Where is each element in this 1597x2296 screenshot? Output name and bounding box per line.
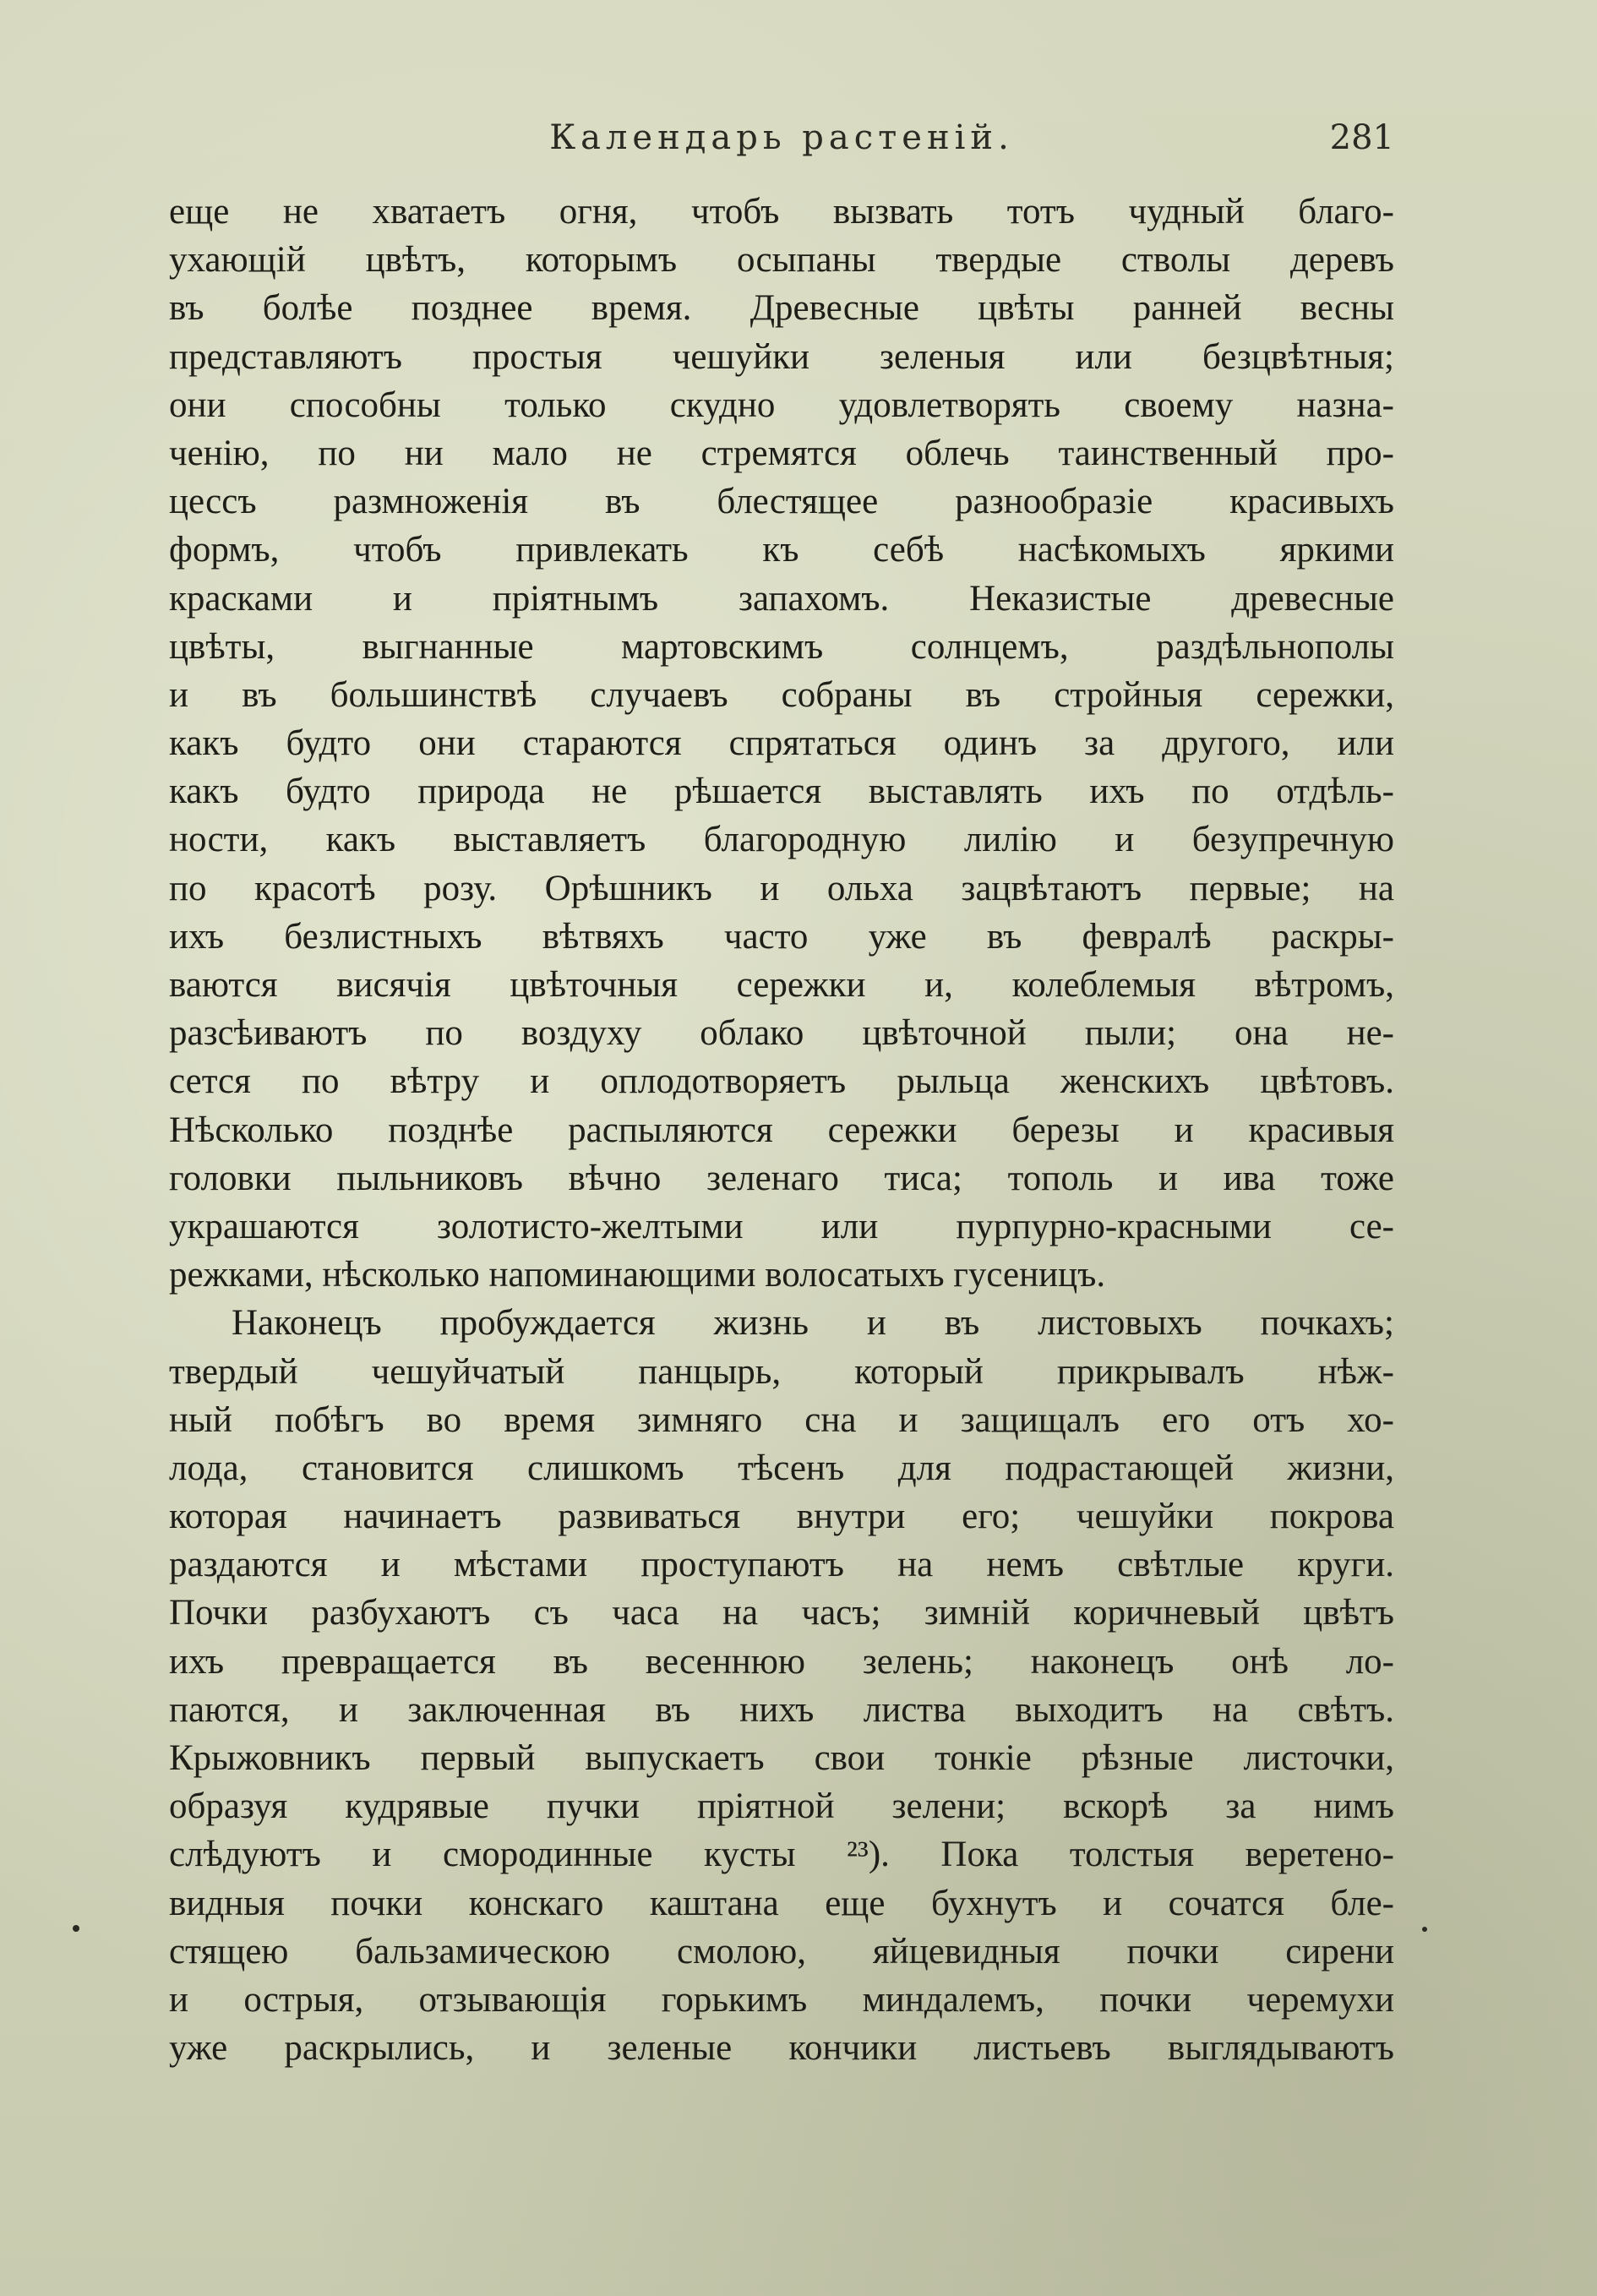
running-title: Календарь растеній.: [549, 118, 1014, 157]
text-line: ный побѣгъ во время зимняго сна и защищалъ его отъ хо-: [169, 1399, 1394, 1440]
page-number: 281: [1329, 118, 1394, 157]
text-line: представляютъ простыя чешуйки зеленыя или безцвѣтныя;: [169, 336, 1394, 377]
text-line: въ болѣе позднее время. Древесные цвѣты ранней весны: [169, 288, 1394, 329]
text-line: твердый чешуйчатый панцырь, который прикрывалъ нѣж-: [169, 1351, 1394, 1392]
text-line: цессъ размноженія въ блестящее разнообразіе красивыхъ: [169, 482, 1394, 522]
text-line: ности, какъ выставляетъ благородную лилію и безупречную: [169, 820, 1394, 860]
text-line: разсѣиваютъ по воздуху облако цвѣточной пыли; она не-: [169, 1013, 1394, 1054]
body-text: [169, 188, 1394, 2072]
text-line: Нѣсколько позднѣе распыляются сережки березы и красивыя: [169, 1110, 1394, 1150]
text-line: и въ большинствѣ случаевъ собраны въ стройныя сережки,: [169, 674, 1394, 715]
text-line: уже раскрылись, и зеленые кончики листьевъ выглядываютъ: [169, 2028, 1394, 2069]
text-line: какъ будто они стараются спрятаться одинъ за другого, или: [169, 723, 1394, 764]
text-line: сется по вѣтру и оплодотворяетъ рыльца женскихъ цвѣтовъ.: [169, 1061, 1394, 1102]
text-line: Почки разбухаютъ съ часа на часъ; зимній коричневый цвѣтъ: [169, 1593, 1394, 1633]
running-head: [169, 118, 1394, 169]
text-line: ухающій цвѣтъ, которымъ осыпаны твердые стволы деревъ: [169, 240, 1394, 281]
text-line: головки пыльниковъ вѣчно зеленаго тиса; тополь и ива тоже: [169, 1158, 1394, 1198]
paragraph-first-line: Наконецъ пробуждается жизнь и въ листовыхъ почкахъ;: [232, 1303, 1394, 1344]
text-line: ихъ безлистныхъ вѣтвяхъ часто уже въ февралѣ раскры-: [169, 916, 1394, 957]
ink-speck: [1422, 1927, 1427, 1932]
text-line: еще не хватаетъ огня, чтобъ вызвать тотъ чудный благо-: [169, 192, 1394, 232]
text-line: Крыжовникъ первый выпускаетъ свои тонкіе рѣзные листочки,: [169, 1738, 1394, 1778]
text-line: украшаются золотисто-желтыми или пурпурно-красными се-: [169, 1206, 1394, 1246]
text-line: формъ, чтобъ привлекать къ себѣ насѣкомыхъ яркими: [169, 530, 1394, 570]
text-line: они способны только скудно удовлетворять своему назна-: [169, 384, 1394, 425]
text-line: цвѣты, выгнанные мартовскимъ солнцемъ, раздѣльнополы: [169, 626, 1394, 667]
ink-speck: [73, 1925, 79, 1932]
text-line: режками, нѣсколько напоминающими волосатыхъ гусеницъ.: [169, 1255, 1106, 1295]
text-line: стящею бальзамическою смолою, яйцевидныя почки сирени: [169, 1931, 1394, 1972]
text-line: ченію, по ни мало не стремятся облечь таинственный про-: [169, 433, 1394, 473]
text-line: видныя почки конскаго каштана еще бухнутъ и сочатся бле-: [169, 1883, 1394, 1923]
text-line: которая начинаетъ развиваться внутри его; чешуйки покрова: [169, 1497, 1394, 1537]
text-line: какъ будто природа не рѣшается выставлять ихъ по отдѣль-: [169, 772, 1394, 812]
text-line: по красотѣ розу. Орѣшникъ и ольха зацвѣтаютъ первые; на: [169, 868, 1394, 908]
text-line: лода, становится слишкомъ тѣсенъ для подрастающей жизни,: [169, 1448, 1394, 1488]
text-line: ихъ превращается въ весеннюю зелень; наконецъ онѣ ло-: [169, 1641, 1394, 1682]
text-line: раздаются и мѣстами проступаютъ на немъ свѣтлые круги.: [169, 1545, 1394, 1585]
text-line: красками и пріятнымъ запахомъ. Неказистые древесные: [169, 578, 1394, 619]
text-line: образуя кудрявые пучки пріятной зелени; вскорѣ за нимъ: [169, 1786, 1394, 1827]
text-line: и острыя, отзывающія горькимъ миндалемъ, почки черемухи: [169, 1979, 1394, 2020]
text-line: слѣдуютъ и смородинные кусты ²³). Пока толстыя веретено-: [169, 1835, 1394, 1875]
text-line: паются, и заключенная въ нихъ листва выходитъ на свѣтъ.: [169, 1689, 1394, 1730]
text-line: ваются висячія цвѣточныя сережки и, колеблемыя вѣтромъ,: [169, 965, 1394, 1005]
